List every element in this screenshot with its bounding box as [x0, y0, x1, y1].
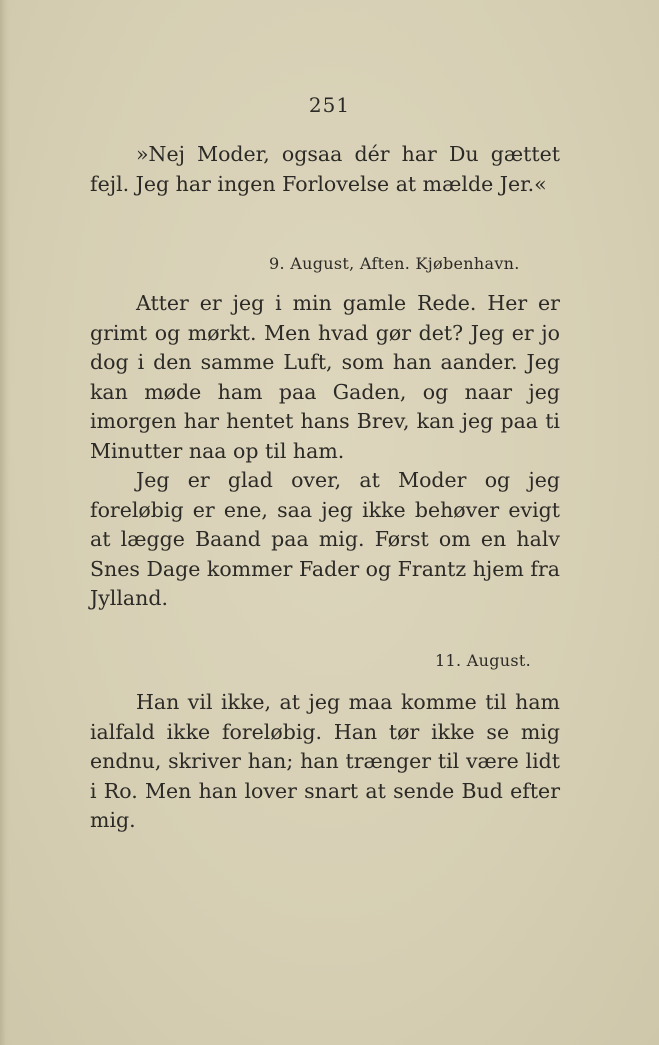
page-binding-edge — [0, 0, 10, 1045]
paragraph: »Nej Moder, ogsaa dér har Du gættet fejl. Jeg har ingen Forlovelse at mælde Jer.« — [90, 142, 560, 196]
page-number: 251 — [308, 93, 351, 117]
paragraph: Atter er jeg i min gamle Rede. Her er grimt og mørkt. Men hvad gør det? Jeg er jo dog i den samme Luft, som han aander. Jeg kan møde ham paa Gaden, og naar jeg imorgen har hentet hans Brev, kan jeg paa ti Minutter naa op til ham. — [90, 291, 560, 463]
section-3 — [90, 688, 560, 836]
dateline-aug-11: 11. August. — [435, 651, 531, 670]
paragraph: Han vil ikke, at jeg maa komme til ham ialfald ikke foreløbig. Han tør ikke se mig endnu, skriver han; han trænger til være lidt i Ro. Men han lover snart at sende Bud efter mig. — [90, 690, 560, 832]
paragraph: Jeg er glad over, at Moder og jeg foreløbig er ene, saa jeg ikke behøver evigt at lægge Baand paa mig. Først om en halv Snes Dage kommer Fader og Frantz hjem fra Jylland. — [90, 468, 560, 610]
section-1 — [90, 140, 560, 199]
section-2 — [90, 289, 560, 614]
dateline-aug-9: 9. August, Aften. Kjøbenhavn. — [269, 254, 520, 273]
